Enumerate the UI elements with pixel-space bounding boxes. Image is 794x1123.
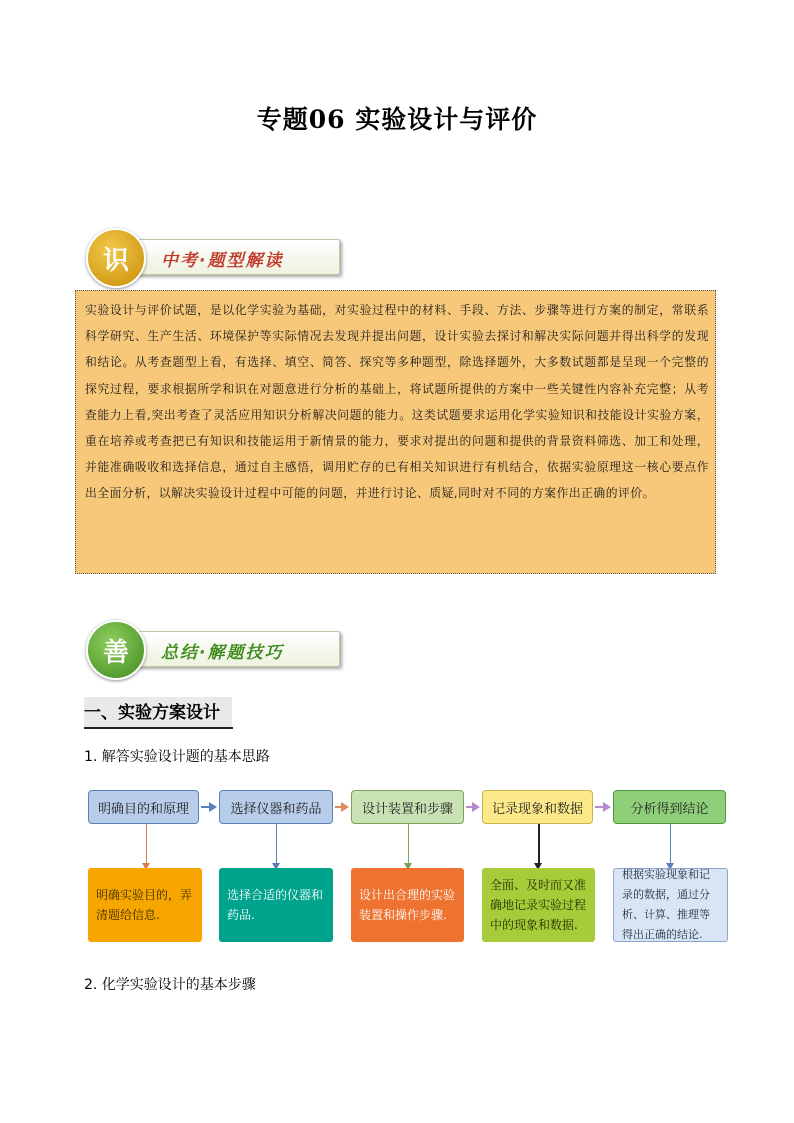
arrow-down-icon: [408, 824, 409, 864]
intro-paragraph: 实验设计与评价试题，是以化学实验为基础，对实验过程中的材料、手段、方法、步骤等进行方案的制定，常联系科学研究、生产生活、环境保护等实际情况去发现并提出问题，设计实验去探讨和解决实际问题并得出科学的发现和结论。从考查题型上看，有选择、填空、简答、探究等多种题型，除选择题外，大多数试题都是呈现一个完整的探究过程，要求根据所学和识在对题意进行分析的基础上，将试题所提供的方案中一些关键性内容补充完整；从考查能力上看,突出考查了灵活应用知识分析解决问题的能力。这类试题要求运用化学实验知识和技能设计实验方案，重在培养或考查把已有知识和技能运用于新情景的能力，要求对提出的问题和提供的背景资料筛选、加工和处理，并能准确吸收和选择信息，通过自主感悟，调用贮存的已有相关知识进行有机结合，依据实验原理这一核心要点作出全面分析，以解决实验设计过程中可能的问题，并进行讨论、质疑,同时对不同的方案作出正确的评价。: [75, 290, 716, 574]
section-heading: 一、实验方案设计: [84, 697, 232, 727]
page-title: 专题06 实验设计与评价: [256, 105, 538, 134]
master-badge-icon: 善: [86, 620, 146, 680]
arrow-right-icon: [335, 806, 342, 808]
section-banner-question-types: [86, 228, 340, 286]
arrow-right-icon: [466, 806, 473, 808]
flow-step-design: 设计装置和步骤: [351, 790, 464, 824]
flow-step-conclusion: 分析得到结论: [613, 790, 726, 824]
arrow-right-icon: [201, 806, 210, 808]
recognize-badge-icon: 识: [86, 228, 146, 288]
subheading-steps: 2. 化学实验设计的基本步骤: [84, 977, 256, 993]
banner-bar: [116, 631, 340, 667]
banner-label: 中考·题型解读: [161, 251, 284, 271]
flow-detail-design: 设计出合理的实验装置和操作步骤.: [351, 868, 464, 942]
flow-step-purpose: 明确目的和原理: [88, 790, 199, 824]
subheading-approach: 1. 解答实验设计题的基本思路: [84, 749, 270, 765]
arrow-down-icon: [146, 824, 147, 864]
banner-label: 总结·解题技巧: [161, 643, 284, 663]
flow-detail-instruments: 选择合适的仪器和药品.: [219, 868, 333, 942]
flow-step-record: 记录现象和数据: [482, 790, 593, 824]
arrow-right-icon: [595, 806, 604, 808]
flow-step-instruments: 选择仪器和药品: [219, 790, 333, 824]
flow-detail-conclusion: 根据实验现象和记录的数据，通过分析、计算、推理等得出正确的结论.: [613, 868, 728, 942]
section-banner-tips: [86, 620, 340, 678]
arrow-down-icon: [670, 824, 671, 864]
arrow-down-icon: [276, 824, 277, 864]
flow-detail-purpose: 明确实验目的，弄清题给信息.: [88, 868, 202, 942]
arrow-down-icon: [538, 824, 540, 864]
flow-detail-record: 全面、及时而又准确地记录实验过程中的现象和数据.: [482, 868, 595, 942]
banner-bar: [116, 239, 340, 275]
